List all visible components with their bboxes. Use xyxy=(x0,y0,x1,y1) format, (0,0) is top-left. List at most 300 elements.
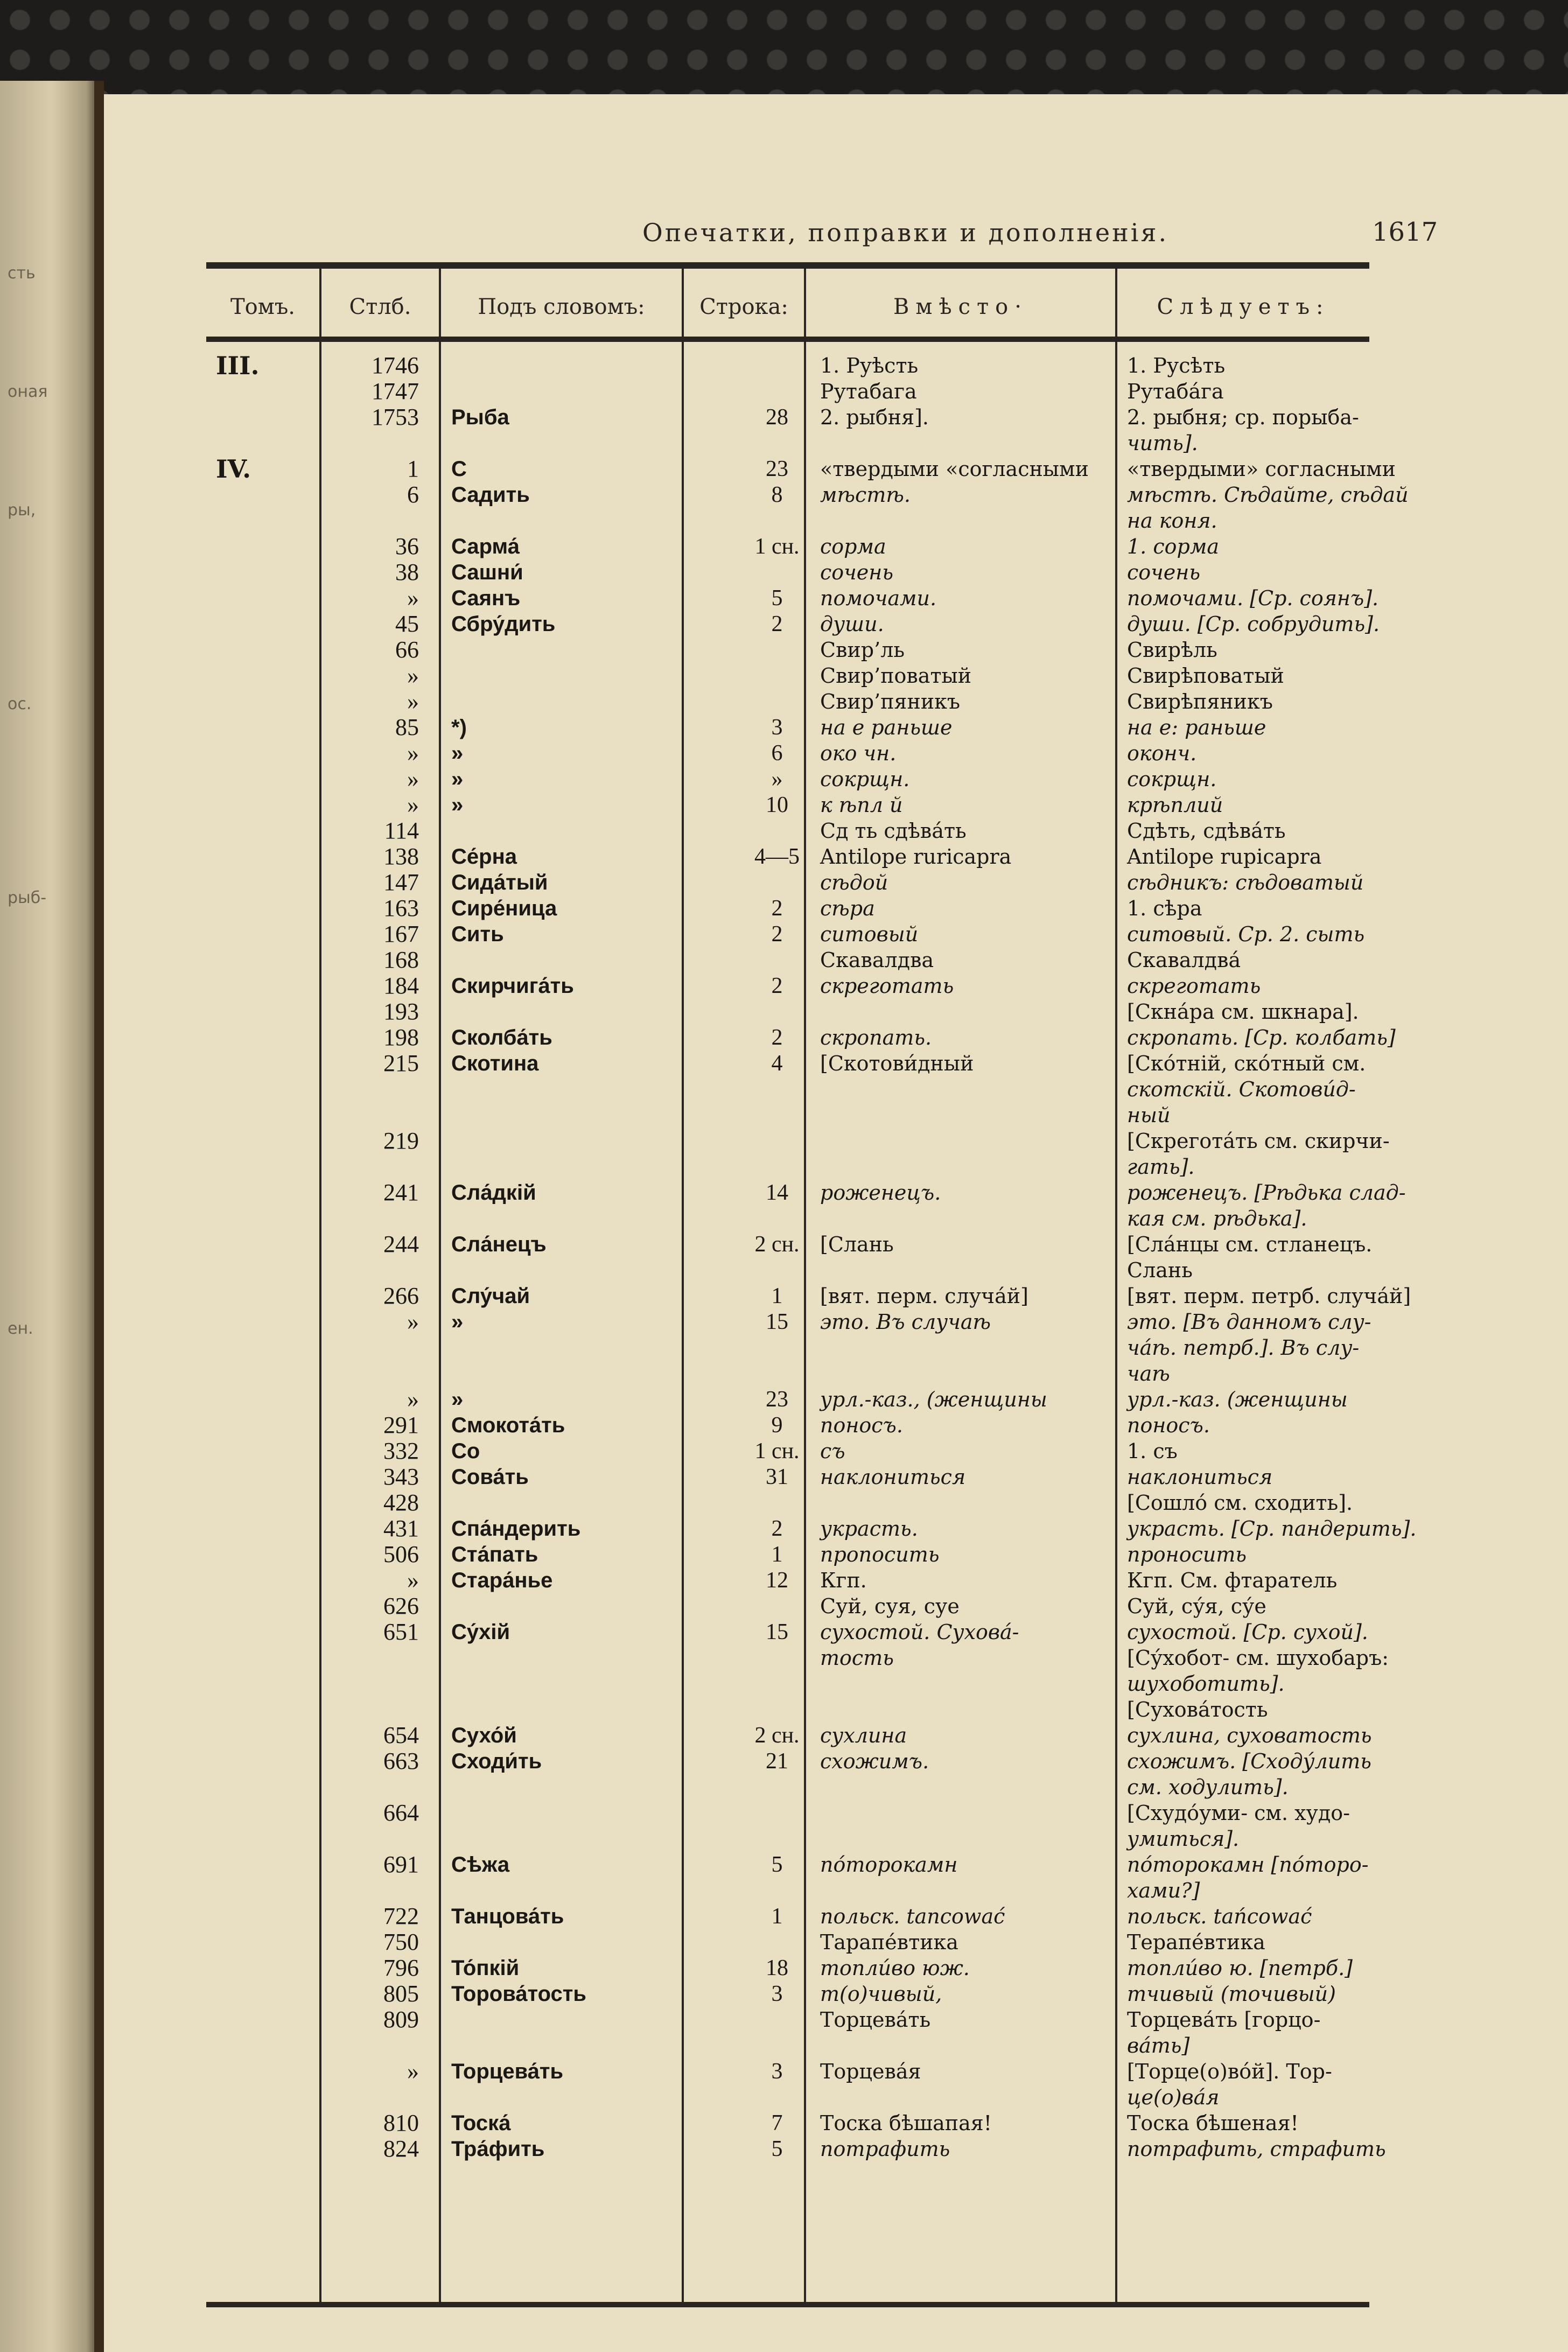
cell-follow: «твердыми» согласными xyxy=(1127,457,1396,481)
cell-instead: роженецъ. xyxy=(820,1181,941,1205)
table-row xyxy=(104,1051,1568,1076)
cell-instead xyxy=(820,2084,1122,2110)
cell-instead: это. Въ случаѣ xyxy=(820,1310,991,1334)
table-row xyxy=(104,1645,1568,1671)
cell-tom xyxy=(216,740,297,766)
cell-stolb: 805 xyxy=(383,1980,419,2007)
cell-word: » xyxy=(451,741,464,765)
cell-stolb: 85 xyxy=(395,714,419,740)
cell-stolb: 1 xyxy=(407,456,419,482)
cell-stolb xyxy=(322,2084,430,2110)
table-row xyxy=(104,1076,1568,1102)
cell-line: 3 xyxy=(771,715,783,740)
cell-word: Се́рна xyxy=(451,845,517,869)
cell-tom xyxy=(216,1231,297,1257)
cell-tom xyxy=(216,1955,297,1981)
cell-instead xyxy=(820,1076,1122,1102)
cell-tom xyxy=(216,1981,297,2007)
cell-word: Торова́тость xyxy=(451,1982,586,2006)
cell-instead: [Слань xyxy=(820,1233,894,1256)
table-row xyxy=(104,1593,1568,1619)
cell-tom xyxy=(216,1309,297,1335)
cell-word: Сить xyxy=(451,922,504,946)
cell-tom xyxy=(216,508,297,534)
cell-follow: хами?] xyxy=(1127,1879,1200,1902)
cell-tom xyxy=(216,1903,297,1929)
cell-tom xyxy=(216,870,297,895)
cell-tom xyxy=(216,1723,297,1748)
cell-follow: по́торокамн [по́торо- xyxy=(1127,1853,1369,1877)
cell-instead: Кгп. xyxy=(820,1569,867,1592)
cell-word: » xyxy=(451,1388,464,1411)
cell-instead: Сд ть сдѣва́ть xyxy=(820,819,967,843)
header-line: Строка: xyxy=(699,295,788,319)
cell-stolb: 824 xyxy=(383,2136,419,2162)
cell-follow: крѣплий xyxy=(1127,793,1223,817)
cell-follow: чить]. xyxy=(1127,431,1198,455)
cell-tom xyxy=(216,1826,297,1852)
cell-follow: тчивый (точивый) xyxy=(1127,1982,1336,2006)
cell-follow: польск. tańcować xyxy=(1127,1905,1312,1928)
cell-line: 1 xyxy=(771,1542,783,1567)
cell-follow: [Скна́ра см. шкнара]. xyxy=(1127,1000,1359,1024)
cell-follow: [Сухова́тость xyxy=(1127,1698,1268,1721)
cell-follow: Тоска бѣшеная! xyxy=(1127,2111,1299,2135)
cell-instead: Торцева́ть xyxy=(820,2008,931,2032)
cell-tom xyxy=(216,1154,297,1180)
cell-line: 5 xyxy=(771,586,783,611)
cell-tom xyxy=(216,844,297,870)
cell-follow: Суй, су́я, су́е xyxy=(1127,1594,1266,1618)
cell-tom xyxy=(216,1206,297,1231)
cell-follow: роженецъ. [Рѣдька слад- xyxy=(1127,1181,1406,1205)
cell-follow: урл.-каз. (женщины xyxy=(1127,1388,1348,1411)
cell-tom xyxy=(216,1025,297,1051)
table-row xyxy=(104,1619,1568,1645)
cell-follow: сухостой. [Ср. сухой]. xyxy=(1127,1620,1368,1644)
cell-stolb: 241 xyxy=(383,1179,419,1206)
cell-follow: гать]. xyxy=(1127,1155,1195,1179)
cell-instead: Тоска бѣшапая! xyxy=(820,2111,992,2135)
cell-instead xyxy=(820,1671,1122,1697)
cell-stolb xyxy=(322,1826,430,1852)
table-row xyxy=(104,2059,1568,2084)
cell-word: Сида́тый xyxy=(451,871,548,894)
table-row xyxy=(104,1309,1568,1335)
cell-tom xyxy=(216,1335,297,1361)
cell-line: 4—5 xyxy=(754,844,800,869)
cell-tom xyxy=(216,1852,297,1878)
cell-word: Тоска́ xyxy=(451,2111,511,2135)
header-instead: Вмѣсто· xyxy=(893,295,1028,319)
cell-tom: IV. xyxy=(216,454,251,484)
cell-follow: 1. сѣра xyxy=(1127,897,1202,920)
cell-follow: Терапе́втика xyxy=(1127,1930,1265,1954)
left-page-fragment: рыб- xyxy=(8,888,47,907)
cell-stolb: 36 xyxy=(395,533,419,559)
table-row xyxy=(104,404,1568,430)
cell-follow: [Схудо́уми- см. худо- xyxy=(1127,1801,1350,1825)
cell-instead: скропать. xyxy=(820,1026,932,1049)
cell-tom xyxy=(216,1542,297,1567)
cell-tom xyxy=(216,1645,297,1671)
table-row xyxy=(104,1387,1568,1412)
table-row xyxy=(104,818,1568,844)
cell-follow: чаѣ xyxy=(1127,1362,1170,1385)
cell-tom xyxy=(216,585,297,611)
page-number: 1617 xyxy=(1372,217,1438,247)
cell-tom xyxy=(216,1180,297,1206)
left-page-edge xyxy=(0,81,94,2352)
table-row xyxy=(104,1412,1568,1438)
table-row xyxy=(104,999,1568,1025)
cell-stolb: 663 xyxy=(383,1748,419,1774)
table-row xyxy=(104,1102,1568,1128)
cell-instead xyxy=(820,2033,1122,2059)
cell-word: Смокота́ть xyxy=(451,1413,565,1437)
cell-word: Сире́ница xyxy=(451,897,557,920)
cell-follow: ча́ѣ. петрб.]. Въ слу- xyxy=(1127,1336,1360,1360)
cell-tom xyxy=(216,947,297,973)
cell-tom xyxy=(216,1490,297,1516)
cell-stolb: » xyxy=(407,2058,419,2084)
cell-line: 2 xyxy=(771,896,783,921)
table-row xyxy=(104,1774,1568,1800)
cell-tom xyxy=(216,2110,297,2136)
cell-instead xyxy=(820,1697,1122,1723)
cell-instead xyxy=(820,1800,1122,1826)
cell-tom xyxy=(216,1697,297,1723)
cell-tom xyxy=(216,1257,297,1283)
table-row xyxy=(104,585,1568,611)
cell-stolb: 168 xyxy=(383,947,419,973)
cell-instead: Рутабага xyxy=(820,380,917,403)
cell-line: 23 xyxy=(766,1387,788,1412)
cell-stolb: 810 xyxy=(383,2110,419,2136)
cell-instead: наклониться xyxy=(820,1465,966,1489)
cell-follow: [Сла́нцы см. стланецъ. xyxy=(1127,1233,1373,1256)
cell-tom xyxy=(216,611,297,637)
cell-tom xyxy=(216,1748,297,1774)
left-page-fragment: оная xyxy=(8,382,48,401)
table-row xyxy=(104,947,1568,973)
cell-stolb: 664 xyxy=(383,1800,419,1826)
cell-follow: це(о)ва́я xyxy=(1127,2085,1220,2109)
cell-line: 28 xyxy=(766,405,788,430)
cell-stolb: 1753 xyxy=(372,404,419,430)
cell-instead: ситовый xyxy=(820,922,919,946)
table-row xyxy=(104,1335,1568,1361)
cell-tom xyxy=(216,404,297,430)
cell-stolb: 428 xyxy=(383,1489,419,1516)
table-row xyxy=(104,1283,1568,1309)
cell-stolb xyxy=(322,508,430,534)
table-row xyxy=(104,1852,1568,1878)
document-page xyxy=(104,94,1568,2352)
cell-tom xyxy=(216,1671,297,1697)
cell-tom xyxy=(216,2136,297,2162)
cell-line: 5 xyxy=(771,1852,783,1877)
cell-instead: Свир’ль xyxy=(820,638,905,662)
cell-instead: сѣра xyxy=(820,897,875,920)
cell-stolb: 198 xyxy=(383,1024,419,1051)
cell-follow: это. [Въ данномъ слу- xyxy=(1127,1310,1371,1334)
cell-tom xyxy=(216,1800,297,1826)
cell-follow: 1. Русѣть xyxy=(1127,354,1226,377)
cell-word: Сходи́ть xyxy=(451,1749,542,1773)
cell-stolb: 215 xyxy=(383,1050,419,1076)
cell-stolb: 38 xyxy=(395,559,419,585)
header-tom: Томъ. xyxy=(230,295,296,319)
table-row xyxy=(104,353,1568,379)
cell-instead: урл.-каз., (женщины xyxy=(820,1388,1047,1411)
cell-follow: [Ско́тній, ско́тный см. xyxy=(1127,1052,1366,1075)
cell-line: 9 xyxy=(771,1413,783,1438)
cell-follow: Рутаба́га xyxy=(1127,380,1224,403)
cell-follow: украсть. [Ср. пандерить]. xyxy=(1127,1517,1417,1541)
cell-tom xyxy=(216,663,297,689)
cell-stolb: 506 xyxy=(383,1541,419,1567)
cell-follow: ва́ть] xyxy=(1127,2034,1190,2057)
cell-word: » xyxy=(451,1310,464,1334)
cell-instead: сокрщн. xyxy=(820,767,910,791)
table-row xyxy=(104,379,1568,404)
cell-word: Спа́ндерить xyxy=(451,1517,581,1541)
cell-instead: потрафить xyxy=(820,2137,950,2161)
table-row xyxy=(104,559,1568,585)
cell-instead xyxy=(820,1206,1122,1231)
cell-tom xyxy=(216,921,297,947)
cell-word: Танцова́ть xyxy=(451,1905,564,1928)
cell-instead: Свир’поватый xyxy=(820,664,972,688)
cell-follow: [Скрегота́ть см. скирчи- xyxy=(1127,1129,1390,1153)
table-row xyxy=(104,1671,1568,1697)
cell-stolb xyxy=(322,1102,430,1128)
cell-instead: сухостой. Сухова́- xyxy=(820,1620,1019,1644)
cell-stolb: » xyxy=(407,740,419,766)
cell-tom xyxy=(216,2084,297,2110)
table-row xyxy=(104,895,1568,921)
cell-instead: поносъ. xyxy=(820,1413,903,1437)
cell-line: 21 xyxy=(766,1749,788,1774)
table-row xyxy=(104,1567,1568,1593)
table-row xyxy=(104,1490,1568,1516)
cell-follow: сочень xyxy=(1127,561,1201,584)
cell-tom xyxy=(216,973,297,999)
cell-stolb: 1746 xyxy=(372,352,419,379)
cell-stolb: 163 xyxy=(383,895,419,921)
table-row xyxy=(104,2084,1568,2110)
cell-instead: тость xyxy=(820,1646,894,1670)
cell-instead: пропосить xyxy=(820,1543,940,1566)
cell-instead: т(о)чивый, xyxy=(820,1982,942,2006)
cell-follow: скреготать xyxy=(1127,974,1261,998)
cell-follow: умиться]. xyxy=(1127,1827,1240,1851)
cell-stolb: 244 xyxy=(383,1231,419,1257)
cell-tom xyxy=(216,1076,297,1102)
cell-instead: польск. tancować xyxy=(820,1905,1005,1928)
cell-word: Стара́нье xyxy=(451,1569,553,1592)
cell-tom xyxy=(216,2007,297,2033)
table-row xyxy=(104,1206,1568,1231)
cell-tom xyxy=(216,482,297,508)
table-row xyxy=(104,844,1568,870)
cell-stolb: » xyxy=(407,688,419,715)
table-row xyxy=(104,1438,1568,1464)
cell-follow: сокрщн. xyxy=(1127,767,1217,791)
cell-word: Сла́дкій xyxy=(451,1181,536,1205)
cell-line: 2 xyxy=(771,922,783,947)
cell-stolb: 332 xyxy=(383,1438,419,1464)
cell-follow: на е: раньше xyxy=(1127,716,1266,739)
cell-stolb xyxy=(322,1257,430,1283)
cell-stolb: 651 xyxy=(383,1619,419,1645)
cell-instead: схожимъ. xyxy=(820,1749,929,1773)
table-row xyxy=(104,1878,1568,1903)
cell-instead xyxy=(820,1826,1122,1852)
cell-instead: сѣдой xyxy=(820,871,888,894)
table-row xyxy=(104,1542,1568,1567)
cell-stolb: 343 xyxy=(383,1464,419,1490)
cell-word: Сѣжа xyxy=(451,1853,510,1877)
cell-stolb: » xyxy=(407,585,419,611)
table-row xyxy=(104,482,1568,508)
table-row xyxy=(104,1128,1568,1154)
cell-stolb: 138 xyxy=(383,843,419,870)
cell-follow: потрафить, страфить xyxy=(1127,2137,1386,2161)
cell-stolb: 6 xyxy=(407,481,419,508)
cell-stolb: 691 xyxy=(383,1851,419,1878)
cell-stolb: 796 xyxy=(383,1955,419,1981)
table-row xyxy=(104,1180,1568,1206)
cell-follow: на коня. xyxy=(1127,509,1217,533)
cell-instead: скреготать xyxy=(820,974,954,998)
cell-follow: скотскій. Скотови́д- xyxy=(1127,1077,1356,1101)
cell-follow: см. ходулить]. xyxy=(1127,1775,1289,1799)
cell-word: Рыба xyxy=(451,405,509,429)
cell-tom: III. xyxy=(216,351,260,380)
cell-stolb: 66 xyxy=(395,636,419,663)
cell-line: 2 xyxy=(771,974,783,998)
cell-line: 2 xyxy=(771,1025,783,1050)
cell-line: 3 xyxy=(771,1982,783,2006)
table-row xyxy=(104,740,1568,766)
cell-tom xyxy=(216,818,297,844)
cell-instead: 1. Руѣсть xyxy=(820,354,919,377)
table-bottom-rule xyxy=(206,2302,1369,2307)
cell-tom xyxy=(216,430,297,456)
cell-stolb: » xyxy=(407,1386,419,1412)
cell-follow: топли́во ю. [петрб.] xyxy=(1127,1956,1353,1980)
cell-tom xyxy=(216,1412,297,1438)
left-page-fragment: сть xyxy=(8,264,36,283)
cell-instead: Тарапе́втика xyxy=(820,1930,958,1954)
cell-follow: Свирѣль xyxy=(1127,638,1217,662)
cell-instead: сорма xyxy=(820,535,886,558)
cell-line: 4 xyxy=(771,1051,783,1076)
cell-stolb xyxy=(322,1878,430,1903)
cell-instead: сухлина xyxy=(820,1724,907,1747)
cell-instead xyxy=(820,1128,1122,1154)
cell-instead xyxy=(820,1257,1122,1283)
table-row xyxy=(104,766,1568,792)
cell-word: » xyxy=(451,793,464,817)
cell-stolb: » xyxy=(407,662,419,689)
table-row xyxy=(104,611,1568,637)
cell-instead: око чн. xyxy=(820,741,897,765)
cell-tom xyxy=(216,1283,297,1309)
cell-tom xyxy=(216,999,297,1025)
table-header-rule xyxy=(206,337,1369,342)
cell-instead xyxy=(820,999,1122,1025)
cell-stolb: » xyxy=(407,1308,419,1335)
cell-tom xyxy=(216,895,297,921)
cell-line: 1 сн. xyxy=(754,534,800,559)
cell-line: 8 xyxy=(771,482,783,507)
table-row xyxy=(104,1697,1568,1723)
cell-follow: ный xyxy=(1127,1103,1171,1127)
table-row xyxy=(104,973,1568,999)
cell-line: 5 xyxy=(771,2137,783,2161)
cell-follow: Скавалдва́ xyxy=(1127,948,1241,972)
table-row xyxy=(104,430,1568,456)
cell-follow: поносъ. xyxy=(1127,1413,1210,1437)
table-row xyxy=(104,1231,1568,1257)
table-row xyxy=(104,2033,1568,2059)
table-row xyxy=(104,1464,1568,1490)
cell-stolb xyxy=(322,1335,430,1361)
cell-follow: Antilope rupicapra xyxy=(1127,845,1322,869)
cell-stolb: 654 xyxy=(383,1722,419,1748)
cell-tom xyxy=(216,1774,297,1800)
table-row xyxy=(104,2110,1568,2136)
cell-line: 12 xyxy=(766,1568,788,1593)
table-row xyxy=(104,1361,1568,1387)
header-stolb: Стлб. xyxy=(349,295,411,319)
cell-instead: души. xyxy=(820,612,884,636)
cell-tom xyxy=(216,379,297,404)
cell-line: 2 сн. xyxy=(754,1723,800,1748)
cell-instead xyxy=(820,1102,1122,1128)
cell-follow: Свирѣповатый xyxy=(1127,664,1284,688)
table-row xyxy=(104,870,1568,895)
table-row xyxy=(104,2136,1568,2162)
cell-line: 3 xyxy=(771,2059,783,2084)
cell-instead: 2. рыбня]. xyxy=(820,405,929,429)
cell-word: Со xyxy=(451,1439,480,1463)
header-follow: Слѣдуетъ: xyxy=(1157,295,1330,319)
cell-line: 10 xyxy=(766,793,788,817)
cell-instead: Antilope ruricapra xyxy=(820,845,1012,869)
cell-word: То́пкій xyxy=(451,1956,520,1980)
cell-stolb xyxy=(322,1361,430,1387)
cell-instead: «твердыми «согласными xyxy=(820,457,1089,481)
cell-tom xyxy=(216,792,297,818)
table-row xyxy=(104,792,1568,818)
cell-stolb xyxy=(322,2033,430,2059)
cell-follow: кая см. рѣдька]. xyxy=(1127,1207,1307,1230)
cell-follow: оконч. xyxy=(1127,741,1197,765)
table-row xyxy=(104,1257,1568,1283)
cell-tom xyxy=(216,1438,297,1464)
cell-instead: помочами. xyxy=(820,586,937,610)
cell-stolb: 114 xyxy=(384,817,419,844)
cell-tom xyxy=(216,1102,297,1128)
cell-word: Торцева́ть xyxy=(451,2060,564,2083)
cell-follow: 1. съ xyxy=(1127,1439,1178,1463)
cell-stolb: 626 xyxy=(383,1593,419,1619)
cell-stolb: 193 xyxy=(383,998,419,1025)
